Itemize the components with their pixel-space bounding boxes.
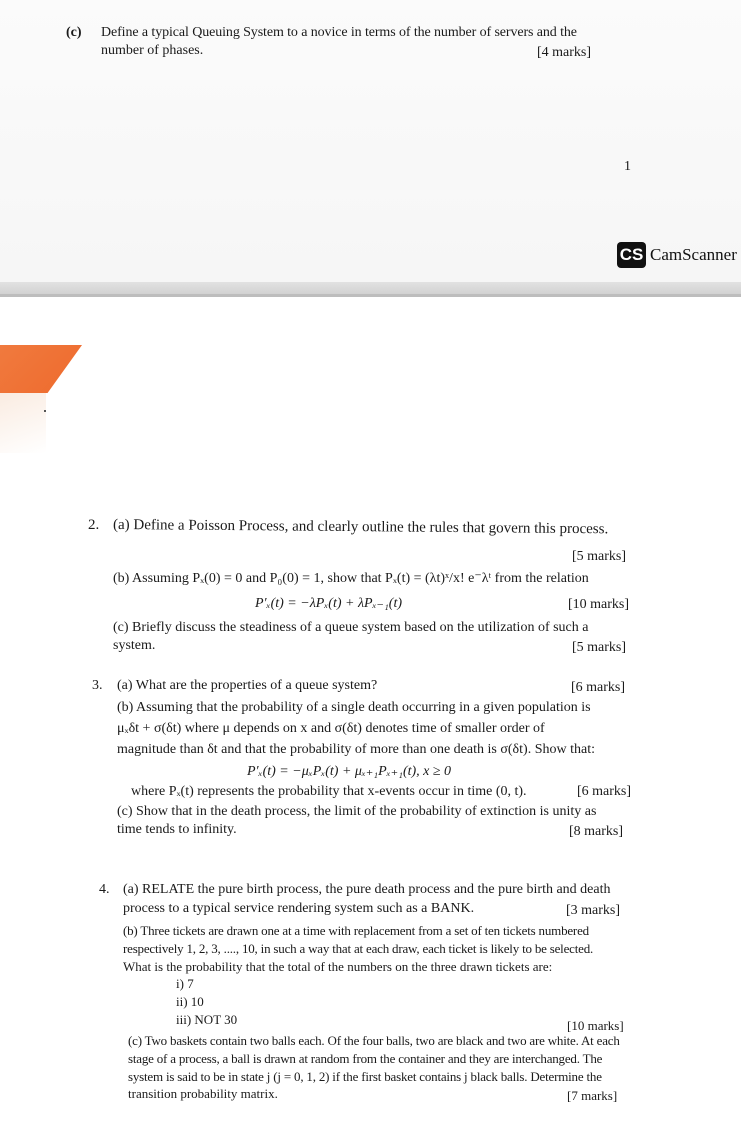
- q4b-text-line3: What is the probability that the total of the numbers on the three drawn tickets are:: [123, 959, 553, 974]
- q4c-marks: [7 marks]: [567, 1088, 618, 1103]
- q3b-text-line4: where Pₓ(t) represents the probability that x-events occur in time (0, t).: [131, 784, 527, 799]
- q1c-text-line2: number of phases.: [101, 43, 204, 58]
- q2c-text-line2: system.: [113, 638, 156, 653]
- q2c-marks: [5 marks]: [572, 640, 627, 655]
- q3b-text-line1: (b) Assuming that the probability of a single death occurring in a given population is: [117, 700, 591, 715]
- paper-shadow: [0, 393, 46, 453]
- q2b-marks: [10 marks]: [568, 597, 630, 612]
- q1c-label: (c): [66, 25, 82, 40]
- q1c-marks: [4 marks]: [537, 45, 592, 60]
- q3-number: 3.: [92, 678, 103, 693]
- q4-number: 4.: [99, 882, 110, 897]
- speck: [44, 410, 46, 412]
- q3b-marks: [6 marks]: [577, 784, 632, 799]
- page-separator: [0, 282, 741, 294]
- q2-number: 2.: [88, 517, 100, 533]
- q4b-text-line2: respectively 1, 2, 3, ...., 10, in such a way that at each draw, each ticket is likely to be selected.: [123, 941, 594, 956]
- q1c-text-line1: Define a typical Queuing System to a novice in terms of the number of servers and the: [101, 25, 577, 40]
- q4b-option-3: iii) NOT 30: [176, 1012, 238, 1027]
- q4c-text-line3: system is said to be in state j (j = 0, 1, 2) if the first basket contains j black balls. Determine the: [128, 1069, 602, 1084]
- q4b-text-line1: (b) Three tickets are drawn one at a time with replacement from a set of ten tickets numbered: [123, 923, 589, 938]
- q4a-text-line2: process to a typical service rendering system such as a BANK.: [123, 901, 475, 916]
- camscanner-logo-icon: CS: [617, 242, 646, 268]
- q3c-marks: [8 marks]: [569, 824, 624, 839]
- page-number: 1: [624, 159, 631, 174]
- camscanner-brand: CamScanner: [650, 245, 737, 264]
- q4c-text-line2: stage of a process, a ball is drawn at random from the container and they are interchanged. The: [128, 1051, 603, 1066]
- q3c-text-line1: (c) Show that in the death process, the limit of the probability of extinction is unity as: [117, 804, 597, 819]
- q2a-text: (a) Define a Poisson Process, and clearly outline the rules that govern this process.: [112, 517, 609, 538]
- q3b-text-line3: magnitude than δt and that the probability of more than one death is σ(δt). Show that:: [117, 742, 595, 757]
- q2b-equation: P′ₓ(t) = −λPₓ(t) + λPₓ₋₁(t): [255, 596, 403, 611]
- q4b-option-1: i) 7: [176, 976, 194, 991]
- q4a-text-line1: (a) RELATE the pure birth process, the pure death process and the pure birth and death: [123, 882, 611, 897]
- q3b-equation: P′ₓ(t) = −μₓPₓ(t) + μₓ₊₁Pₓ₊₁(t), x ≥ 0: [247, 764, 452, 779]
- q2b-text: (b) Assuming Pₓ(0) = 0 and P₀(0) = 1, show that Pₓ(t) = (λt)ˣ/x! e⁻λᵗ from the relation: [113, 571, 589, 586]
- q3a-text: (a) What are the properties of a queue system?: [117, 678, 378, 693]
- q2c-text-line1: (c) Briefly discuss the steadiness of a queue system based on the utilization of such a: [113, 620, 589, 635]
- q3c-text-line2: time tends to infinity.: [117, 822, 237, 837]
- q4c-text-line1: (c) Two baskets contain two balls each. Of the four balls, two are black and two are white. At each: [128, 1033, 620, 1048]
- q2a-marks: [5 marks]: [572, 549, 627, 564]
- q3b-text-line2: μₓδt + σ(δt) where μ depends on x and σ(δt) denotes time of smaller order of: [117, 721, 545, 736]
- q4b-marks: [10 marks]: [567, 1018, 624, 1033]
- q4a-marks: [3 marks]: [566, 903, 621, 918]
- q4b-option-2: ii) 10: [176, 994, 204, 1009]
- q3a-marks: [6 marks]: [571, 680, 626, 695]
- q4c-text-line4: transition probability matrix.: [128, 1086, 278, 1101]
